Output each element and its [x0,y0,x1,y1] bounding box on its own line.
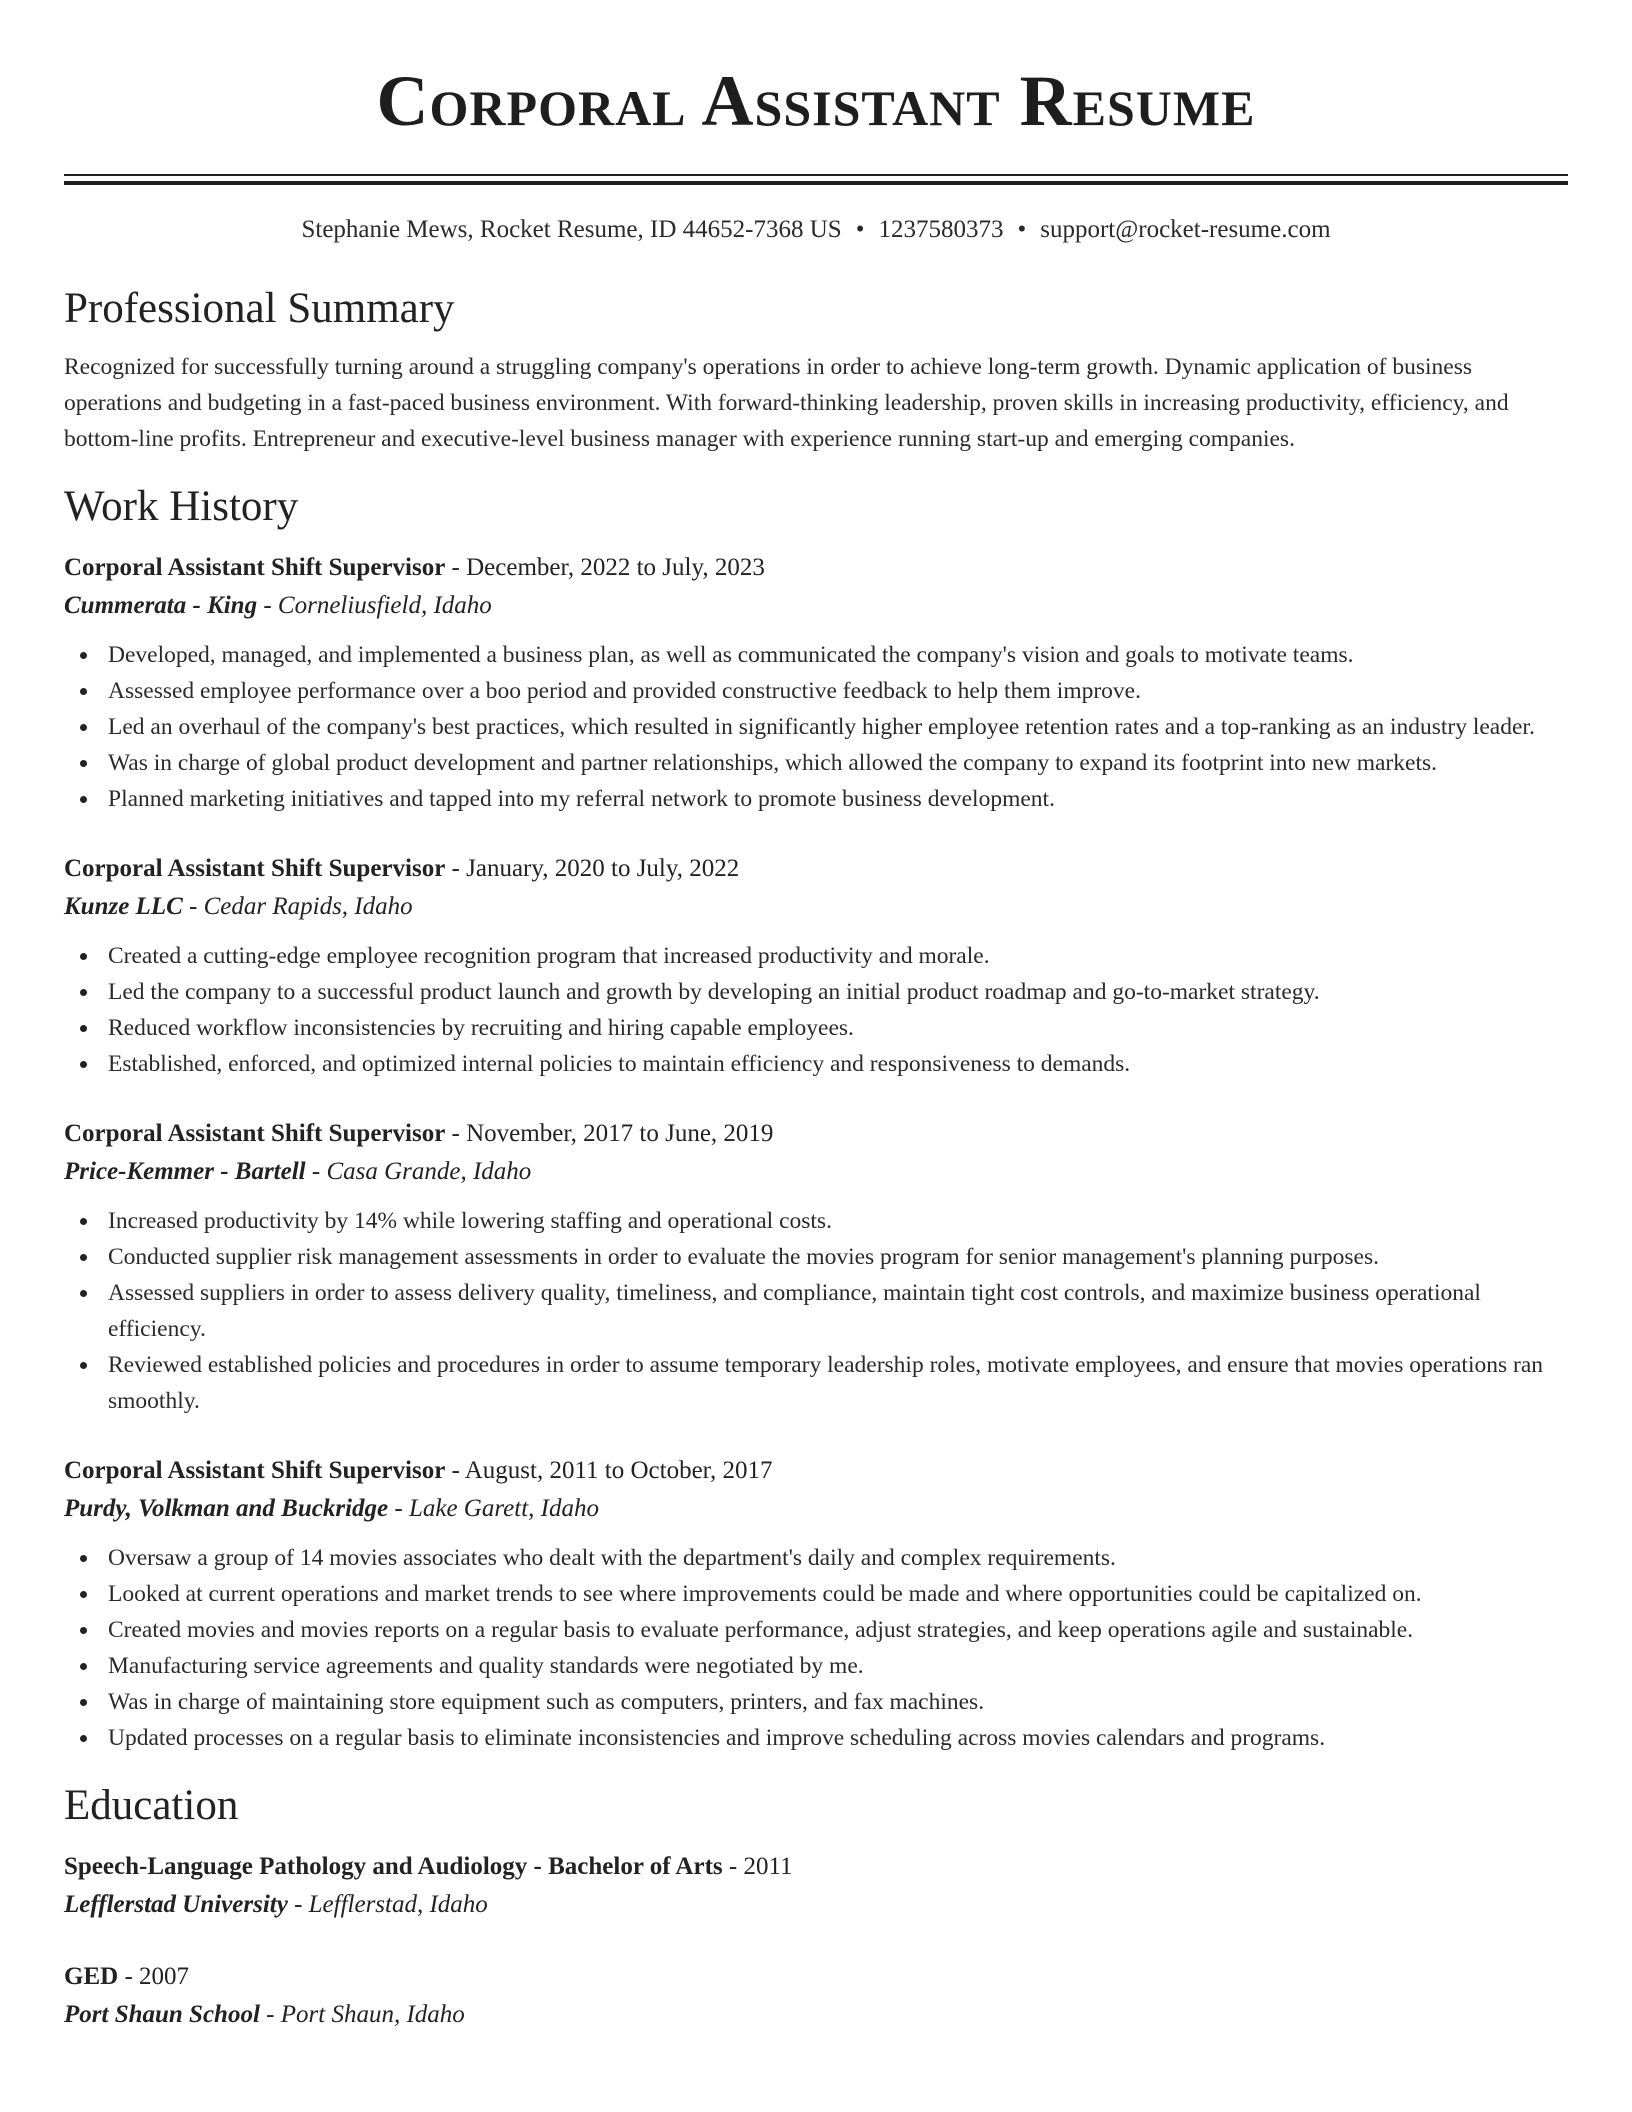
job-role: Corporal Assistant Shift Supervisor [64,1120,446,1147]
list-item [108,1576,1568,1612]
education-entry [64,1958,1568,2034]
bullet-icon [80,1025,87,1032]
job-title-line [64,549,1568,587]
list-item [108,974,1568,1010]
list-item [108,1046,1568,1082]
list-item [108,637,1568,673]
education-school: Port Shaun School [64,2001,260,2028]
job-bullets [64,1540,1568,1756]
bullet-text: Was in charge of global product development and partner relationships, which allowed the company to expand its footprint into new markets. [108,750,1437,776]
job-location: - Casa Grande, Idaho [305,1158,532,1185]
bullet-text: Reviewed established policies and procedures in order to assume temporary leadership roles, motivate employees, and ensure that movies operations ran smoothly. [108,1352,1544,1414]
job-title-line [64,1115,1568,1153]
summary-text: Recognized for successfully turning around a struggling company's operations in order to achieve long-term growth. Dynamic application of business operations and budgeting in a fast-paced business environment. With forward-thinking leadership, proven skills in increasing productivity, efficiency, and bottom-line profits. Entrepreneur and executive-level business manager with experience running start-up and emerging companies. [64,354,1509,452]
job-company-line [64,1490,1568,1528]
contact-phone: 1237580373 [878,216,1004,243]
bullet-text: Assessed suppliers in order to assess delivery quality, timeliness, and compliance, maintain tight cost controls, and maximize business operational efficiency. [108,1280,1481,1342]
bullet-icon [80,1699,87,1706]
education-degree-line [64,1848,1568,1886]
education-year: - 2007 [118,1963,190,1990]
education-school: Lefflerstad University [64,1891,288,1918]
education-school-line [64,1996,1568,2034]
education-year: - 2011 [722,1853,793,1880]
bullet-icon [80,989,87,996]
bullet-icon [80,796,87,803]
list-item [108,1720,1568,1756]
job-dates: - August, 2011 to October, 2017 [445,1457,773,1484]
job-bullets [64,637,1568,817]
contact-email: support@rocket-resume.com [1040,216,1331,243]
job-company-line [64,1153,1568,1191]
education-location: - Port Shaun, Idaho [259,2001,465,2028]
job-title-line [64,1452,1568,1490]
list-item [108,709,1568,745]
job-bullets [64,1203,1568,1419]
bullet-text: Developed, managed, and implemented a business plan, as well as communicated the company's vision and goals to motivate teams. [108,642,1354,668]
summary-section [64,281,1568,457]
education-school-line [64,1886,1568,1924]
education-heading: Education [64,1782,239,1829]
bullet-icon [80,1627,87,1634]
list-item [108,1347,1568,1419]
bullet-text: Oversaw a group of 14 movies associates who dealt with the department's daily and complex requirements. [108,1545,1116,1571]
job-dates: - January, 2020 to July, 2022 [445,855,740,882]
bullet-text: Assessed employee performance over a boo period and provided constructive feedback to help them improve. [108,678,1141,704]
education-degree: GED [64,1963,119,1990]
education-section [64,1778,1568,2034]
job-entry [64,549,1568,817]
bullet-icon [80,1254,87,1261]
list-item [108,1239,1568,1275]
bullet-text: Looked at current operations and market trends to see where improvements could be made and where opportunities could be capitalized on. [108,1581,1422,1607]
job-location: - Corneliusfield, Idaho [257,592,492,619]
bullet-icon [80,1735,87,1742]
bullet-text: Created movies and movies reports on a regular basis to evaluate performance, adjust strategies, and keep operations agile and sustainable. [108,1617,1414,1643]
bullet-text: Reduced workflow inconsistencies by recruiting and hiring capable employees. [108,1015,854,1041]
list-item [108,745,1568,781]
bullet-text: Conducted supplier risk management assessments in order to evaluate the movies program for senior management's planning purposes. [108,1244,1379,1270]
job-company-line [64,888,1568,926]
job-entry [64,1115,1568,1419]
education-entry [64,1848,1568,1924]
bullet-icon [80,1290,87,1297]
bullet-text: Created a cutting-edge employee recognition program that increased productivity and morale. [108,943,990,969]
job-role: Corporal Assistant Shift Supervisor [64,1457,446,1484]
list-item [108,1010,1568,1046]
bullet-icon [80,652,87,659]
contact-separator: • [1017,216,1027,243]
bullet-icon [80,1591,87,1598]
bullet-text: Manufacturing service agreements and quality standards were negotiated by me. [108,1653,864,1679]
bullet-icon [80,1555,87,1562]
job-location: - Cedar Rapids, Idaho [182,893,413,920]
education-degree-line [64,1958,1568,1996]
list-item [108,673,1568,709]
contact-separator: • [855,216,865,243]
bullet-icon [80,724,87,731]
bullet-icon [80,1663,87,1670]
job-bullets [64,938,1568,1082]
bullet-icon [80,1362,87,1369]
bullet-icon [80,760,87,767]
bullet-icon [80,1218,87,1225]
bullet-icon [80,1061,87,1068]
contact-line [64,213,1568,247]
bullet-icon [80,953,87,960]
bullet-text: Updated processes on a regular basis to eliminate inconsistencies and improve scheduling across movies calendars and programs. [108,1725,1326,1751]
list-item [108,1203,1568,1239]
job-dates: - December, 2022 to July, 2023 [445,554,765,581]
bullet-icon [80,688,87,695]
list-item [108,1275,1568,1347]
list-item [108,938,1568,974]
resume-page [64,0,1568,2034]
work-heading: Work History [64,483,299,530]
list-item [108,1648,1568,1684]
job-role: Corporal Assistant Shift Supervisor [64,855,446,882]
job-company: Price-Kemmer - Bartell [64,1158,306,1185]
job-entry [64,850,1568,1082]
job-title-line [64,850,1568,888]
job-company: Purdy, Volkman and Buckridge [64,1495,389,1522]
education-location: - Lefflerstad, Idaho [287,1891,488,1918]
bullet-text: Increased productivity by 14% while lowering staffing and operational costs. [108,1208,832,1234]
bullet-text: Planned marketing initiatives and tapped into my referral network to promote business development. [108,786,1055,812]
job-role: Corporal Assistant Shift Supervisor [64,554,446,581]
job-company-line [64,587,1568,625]
bullet-text: Was in charge of maintaining store equipment such as computers, printers, and fax machines. [108,1689,985,1715]
title-divider [64,174,1568,185]
list-item [108,1612,1568,1648]
job-dates: - November, 2017 to June, 2019 [445,1120,774,1147]
resume-title: Corporal Assistant Resume [376,61,1256,141]
job-entry [64,1452,1568,1756]
bullet-text: Led an overhaul of the company's best practices, which resulted in significantly higher employee retention rates and a top-ranking as an industry leader. [108,714,1535,740]
work-section [64,479,1568,1756]
education-degree: Speech-Language Pathology and Audiology - Bachelor of Arts [64,1853,723,1880]
list-item [108,1684,1568,1720]
list-item [108,781,1568,817]
list-item [108,1540,1568,1576]
job-company: Cummerata - King [64,592,258,619]
summary-heading: Professional Summary [64,285,455,332]
bullet-text: Established, enforced, and optimized internal policies to maintain efficiency and responsiveness to demands. [108,1051,1131,1077]
contact-address: Stephanie Mews, Rocket Resume, ID 44652-7368 US [301,216,842,243]
job-company: Kunze LLC [64,893,183,920]
job-location: - Lake Garett, Idaho [388,1495,599,1522]
bullet-text: Led the company to a successful product launch and growth by developing an initial product roadmap and go-to-market strategy. [108,979,1320,1005]
